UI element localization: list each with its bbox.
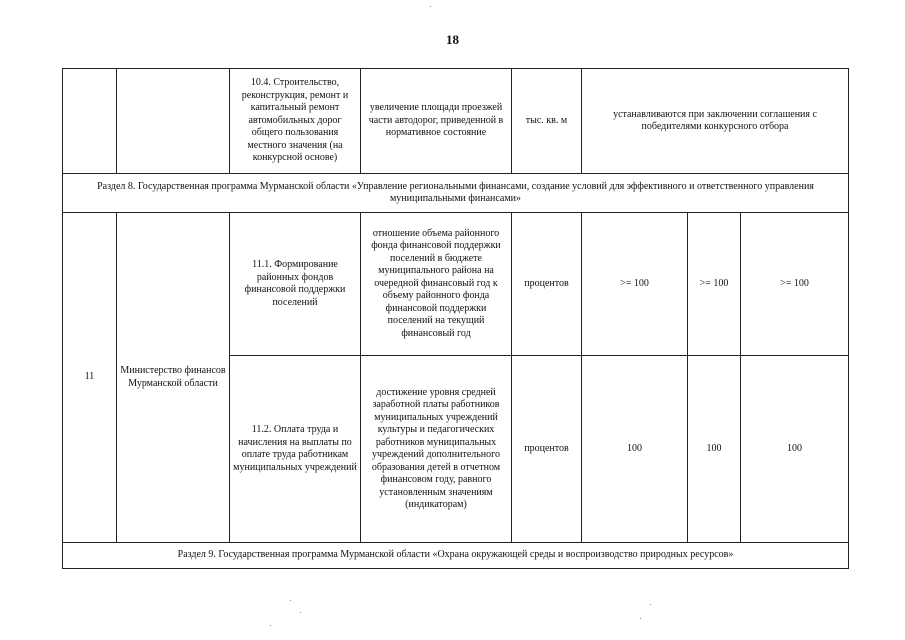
scan-speck (270, 625, 271, 626)
section-8-title: Раздел 8. Государственная программа Мурманской области «Управление региональными финансами, создание условий для эффективного и ответственного управления муниципальными финансами» (63, 174, 849, 213)
event-cell: 11.1. Формирование районных фондов финансовой поддержки поселений (230, 213, 361, 356)
indicators-table (62, 68, 849, 569)
value-cell: 100 (741, 356, 849, 543)
scan-speck (300, 612, 301, 613)
value-cell: >= 100 (741, 213, 849, 356)
scan-speck (290, 600, 291, 601)
unit-cell: тыс. кв. м (512, 69, 582, 174)
indicator-cell: отношение объема районного фонда финансовой поддержки поселений в бюджете муниципального района на очередной финансовый год к объему районного фонда финансовой поддержки поселений на текущий финансовый год (361, 213, 512, 356)
scan-speck (650, 604, 651, 605)
indicator-cell: увеличение площади проезжей части автодорог, приведенной в нормативное состояние (361, 69, 512, 174)
value-cell: 100 (582, 356, 688, 543)
scan-speck (430, 6, 431, 7)
table-row (63, 69, 849, 174)
number-cell (63, 69, 117, 174)
unit-cell: процентов (512, 356, 582, 543)
section-row (63, 174, 849, 213)
unit-cell: процентов (512, 213, 582, 356)
section-row (63, 543, 849, 569)
values-note-cell: устанавливаются при заключении соглашения с победителями конкурсного отбора (582, 69, 849, 174)
number-cell: 11 (63, 213, 117, 543)
indicator-cell: достижение уровня средней заработной платы работников муниципальных учреждений культуры и педагогических работников муниципальных учреждений дополнительного образования детей в отчетном финансовом году, равного установленным значениям (индикаторам) (361, 356, 512, 543)
event-cell: 11.2. Оплата труда и начисления на выплаты по оплате труда работникам муниципальных учреждений (230, 356, 361, 543)
scan-speck (640, 618, 641, 619)
event-cell: 10.4. Строительство, реконструкция, ремонт и капитальный ремонт автомобильных дорог общего пользования местного значения (на конкурсной основе) (230, 69, 361, 174)
ministry-cell (117, 69, 230, 174)
value-cell: >= 100 (582, 213, 688, 356)
value-cell: 100 (688, 356, 741, 543)
table-row (63, 213, 849, 356)
section-9-title: Раздел 9. Государственная программа Мурманской области «Охрана окружающей среды и воспроизводство природных ресурсов» (63, 543, 849, 569)
value-cell: >= 100 (688, 213, 741, 356)
page-number: 18 (446, 32, 459, 47)
ministry-cell: Министерство финансов Мурманской области (117, 213, 230, 543)
